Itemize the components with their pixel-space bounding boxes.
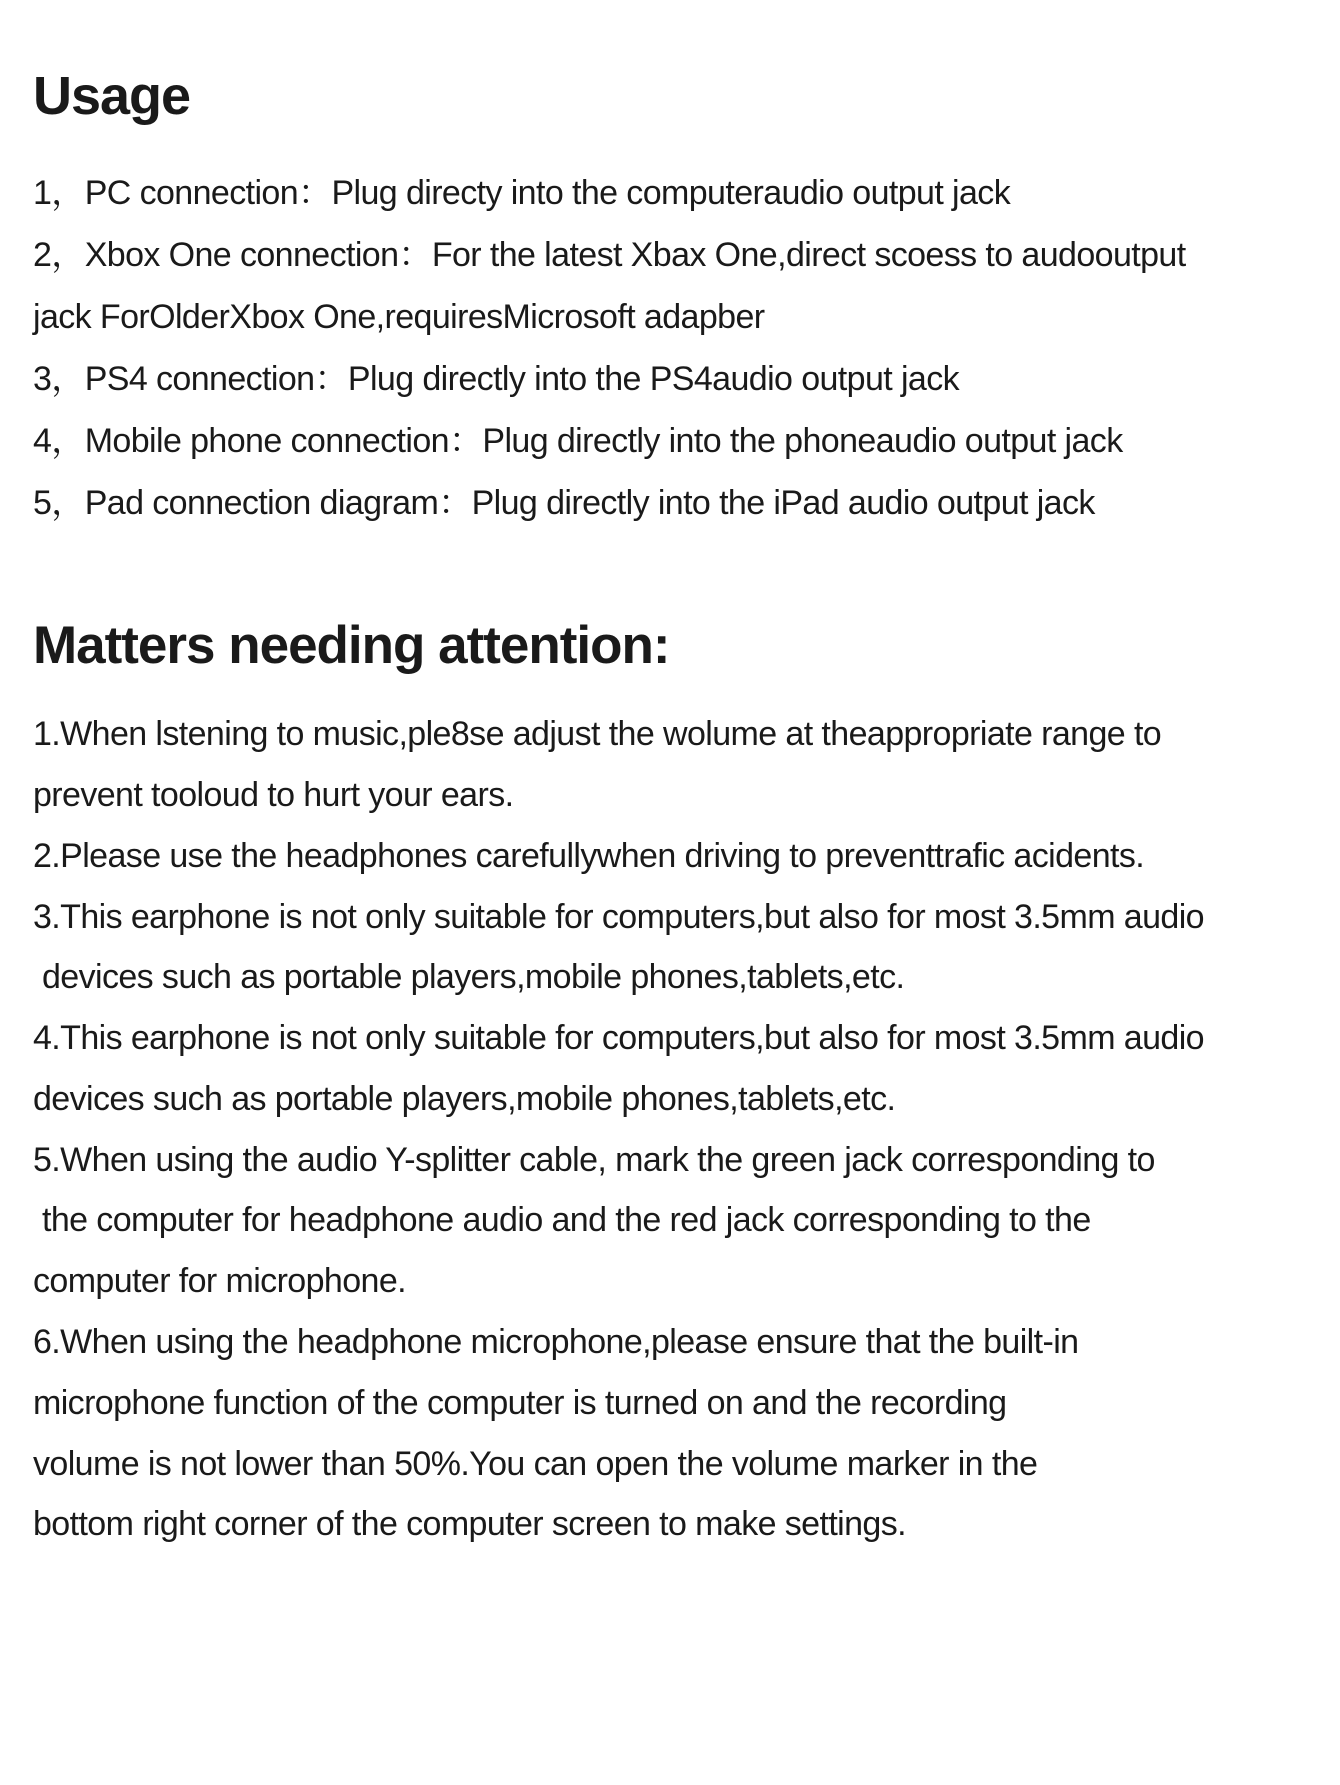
usage-line-5: 5，Pad connection diagram：Plug directly into the iPad audio output jack bbox=[33, 484, 1095, 522]
attention-line-1-continued: prevent tooloud to hurt your ears. bbox=[33, 776, 514, 814]
attention-line-4: 4.This earphone is not only suitable for computers,but also for most 3.5mm audio bbox=[33, 1019, 1204, 1057]
attention-line-6-end: bottom right corner of the computer screen to make settings. bbox=[33, 1505, 906, 1543]
usage-heading: Usage bbox=[33, 66, 191, 126]
attention-heading: Matters needing attention: bbox=[33, 616, 670, 675]
usage-line-2-continued: jack ForOlderXbox One,requiresMicrosoft adapber bbox=[33, 298, 765, 336]
usage-line-1: 1，PC connection：Plug directy into the computeraudio output jack bbox=[33, 174, 1011, 212]
attention-line-6-continued-2: volume is not lower than 50%.You can open the volume marker in the bbox=[33, 1445, 1038, 1483]
attention-line-1: 1.When lstening to music,ple8se adjust the wolume at theappropriate range to bbox=[33, 715, 1162, 753]
attention-line-4-continued: devices such as portable players,mobile phones,tablets,etc. bbox=[33, 1080, 896, 1118]
usage-line-3: 3，PS4 connection：Plug directly into the PS4audio output jack bbox=[33, 360, 960, 398]
attention-line-5: 5.When using the audio Y-splitter cable, mark the green jack corresponding to bbox=[33, 1141, 1155, 1179]
attention-line-5-continued: the computer for headphone audio and the red jack corresponding to the bbox=[42, 1201, 1091, 1239]
usage-line-4: 4，Mobile phone connection：Plug directly into the phoneaudio output jack bbox=[33, 422, 1123, 460]
attention-line-6: 6.When using the headphone microphone,please ensure that the built-in bbox=[33, 1323, 1079, 1361]
attention-line-3-continued: devices such as portable players,mobile phones,tablets,etc. bbox=[42, 958, 905, 996]
attention-line-3: 3.This earphone is not only suitable for computers,but also for most 3.5mm audio bbox=[33, 898, 1204, 936]
attention-line-6-continued: microphone function of the computer is turned on and the recording bbox=[33, 1384, 1007, 1422]
attention-line-5-end: computer for microphone. bbox=[33, 1262, 406, 1300]
usage-line-2: 2，Xbox One connection：For the latest Xbax One,direct scoess to audooutput bbox=[33, 236, 1186, 274]
attention-line-2: 2.Please use the headphones carefullywhen driving to preventtrafic acidents. bbox=[33, 837, 1145, 875]
